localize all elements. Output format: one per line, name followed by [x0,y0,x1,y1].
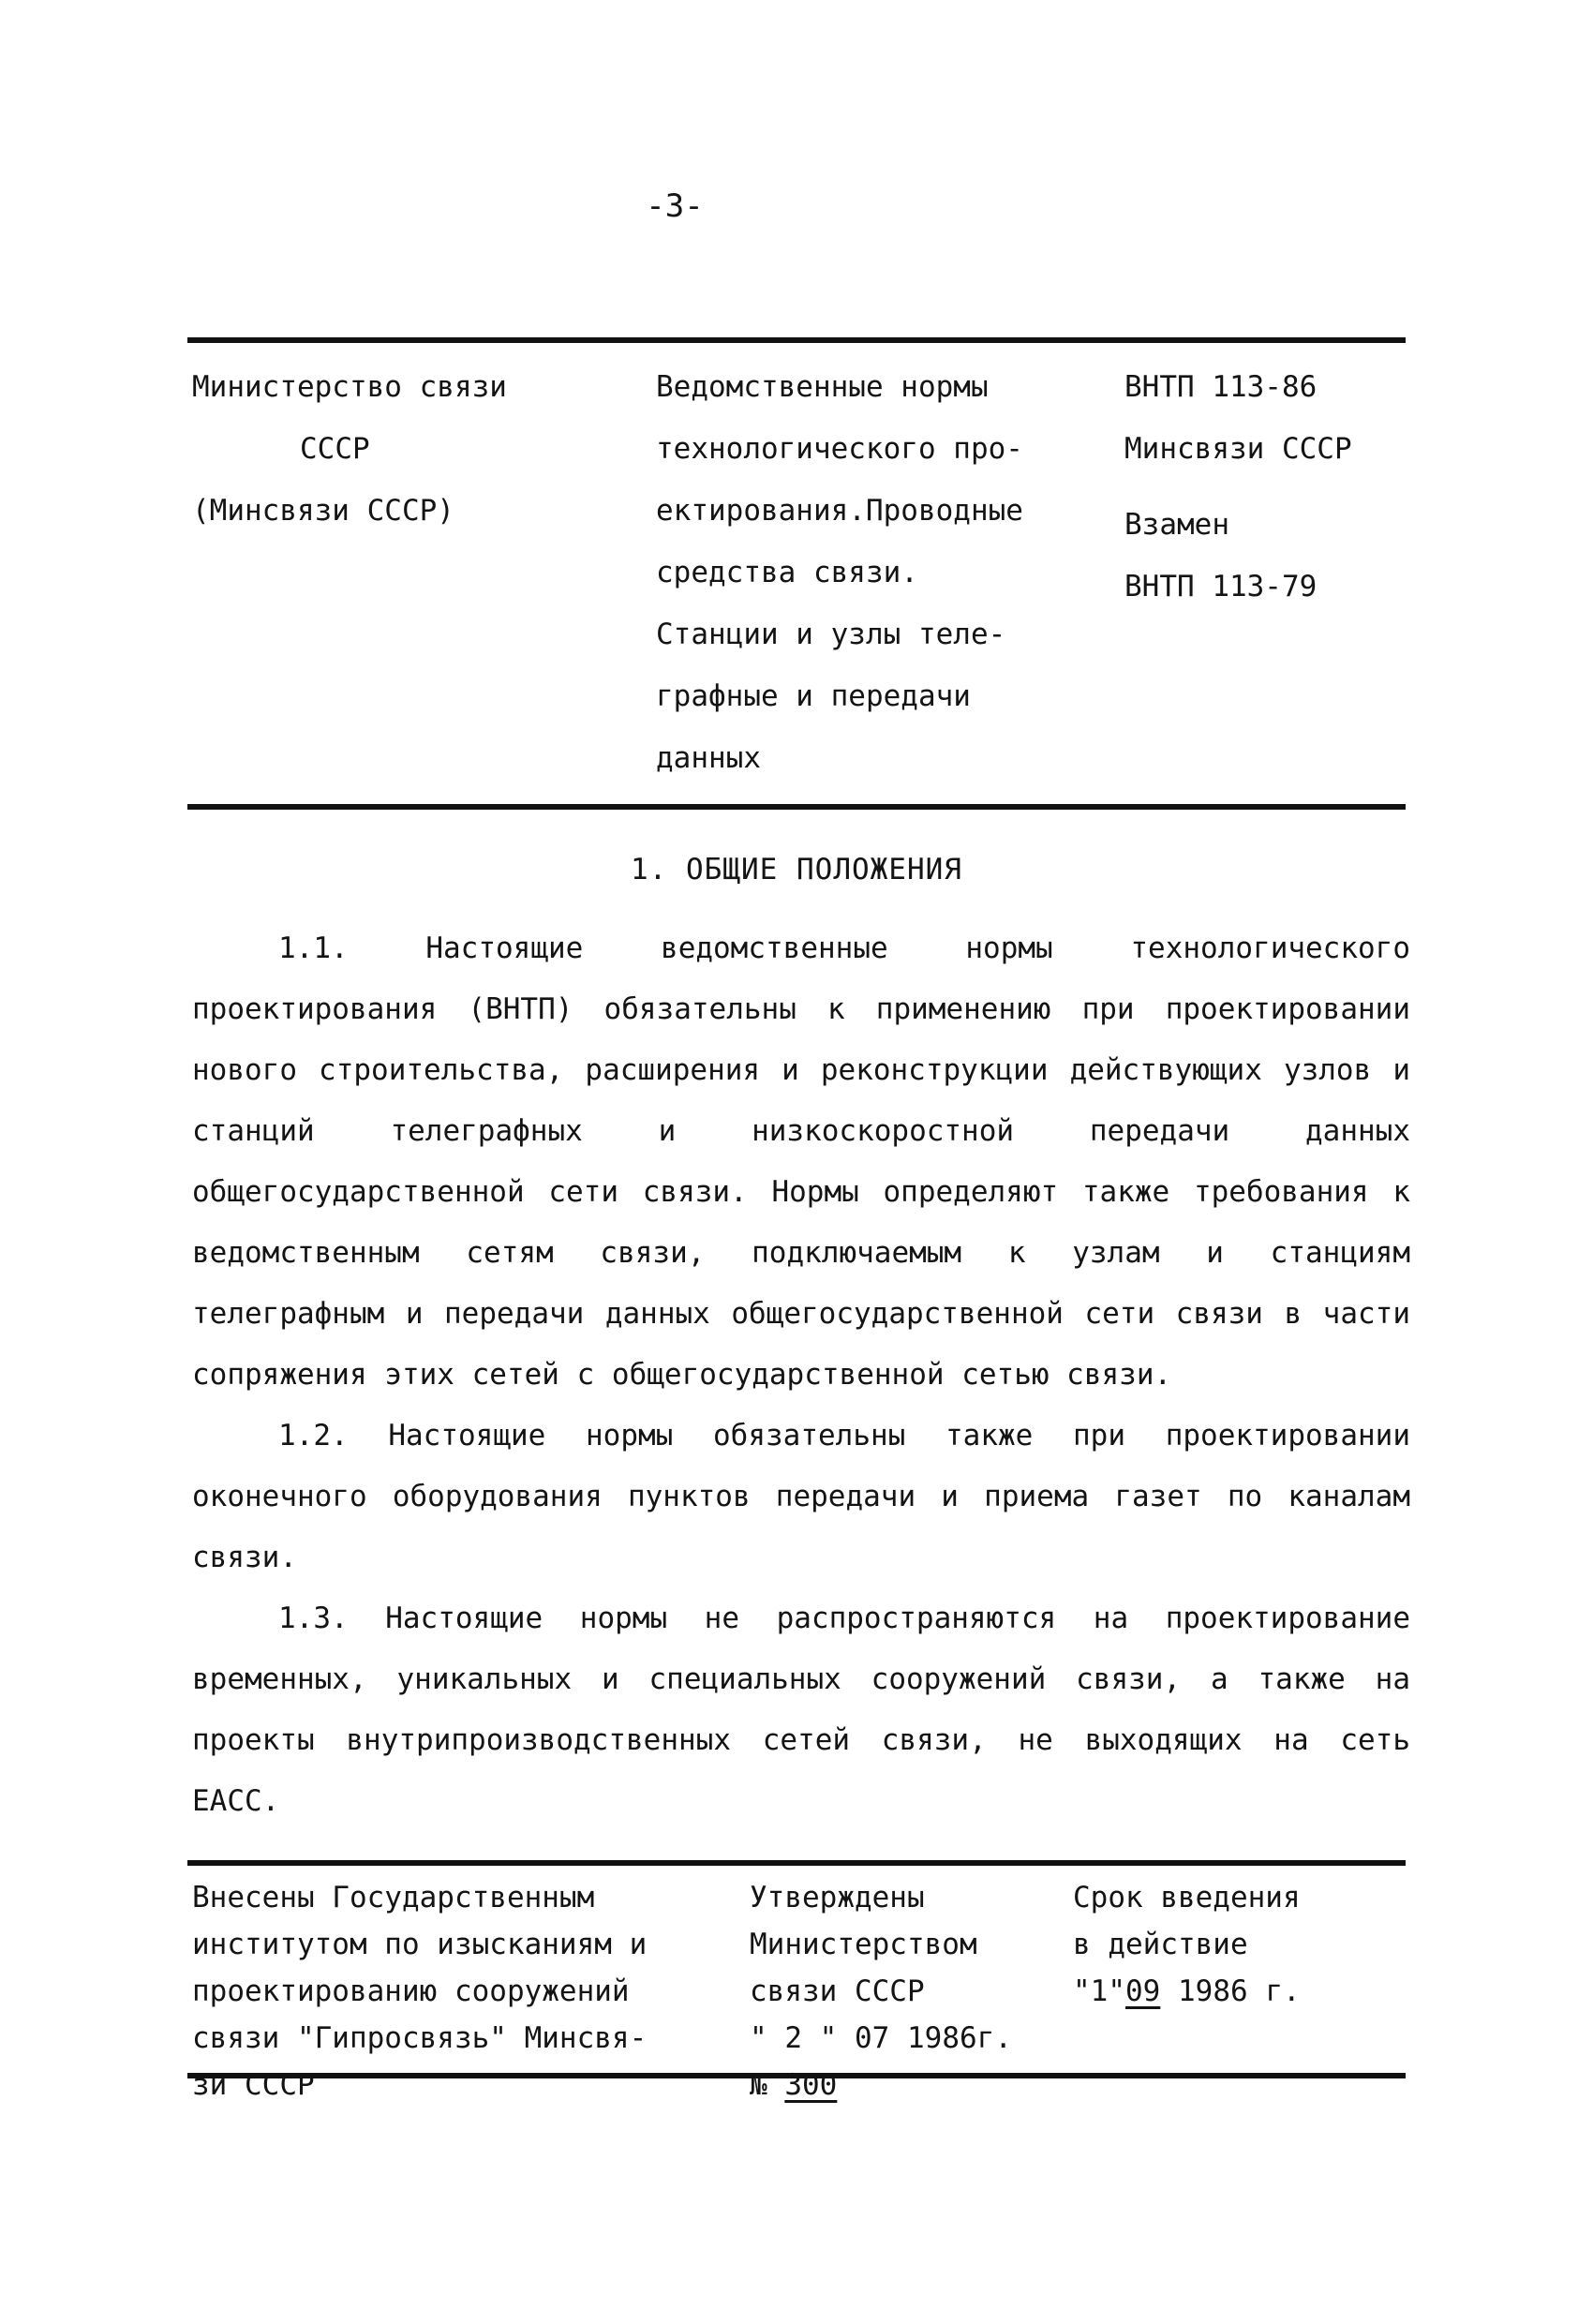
footer-bottom-rule [187,2073,1406,2078]
header-ministry [192,356,633,542]
title-line: средства связи. [656,556,918,589]
effective-day: "1" [1073,1974,1125,2008]
approved-line: Утверждены [750,1881,925,1914]
submitted-line: зи СССР [192,2068,315,2102]
section-title: 1. ОБЩИЕ ПОЛОЖЕНИЯ [631,853,962,886]
effective-year: 1986 г. [1178,1974,1301,2008]
submitted-line: проектированию сооружений [192,1974,630,2008]
approved-date-year: 1986г. [907,2021,1012,2055]
ministry-line-1: Министерство связи [192,370,507,404]
title-line: Станции и узлы теле- [656,618,1006,651]
page-number: -3- [646,187,704,225]
approved-number-label: № [750,2068,767,2102]
submitted-line: связи "Гипросвязь" Минсвя- [192,2021,648,2055]
approved-line: Министерством [750,1928,977,1961]
submitted-line: Внесены Государственным [192,1881,595,1914]
ministry-line-3: (Минсвязи СССР) [192,494,454,528]
title-line: графные и передачи [656,679,971,713]
effective-month: 09 [1125,1974,1161,2008]
header-document-code [1124,356,1406,618]
approved-date-month: 07 [855,2021,890,2055]
paragraph: 1.3. Настоящие нормы не распространяются на проектирование временных, уникальных и специальных сооружений связи, а также на проекты внутрипроизводственных сетей связи, не выходящих на сеть ЕАСС. [192,1601,1410,1818]
header-top-rule [187,337,1406,343]
approved-date-day: " 2 " [750,2021,838,2055]
effective-line: Срок введения [1073,1881,1301,1914]
paragraph: 1.1. Настоящие ведомственные нормы технологического проектирования (ВНТП) обязательны к применению при проектировании нового строительства, расширения и реконструкции действующих узлов и станций телеграфных и низкоскоростной передачи данных общегосударственной сети связи. Нормы определяют также требования к ведомственным сетям связи, подключаемым к узлам и станциям телеграфным и передачи данных общегосударственной сети связи в части сопряжения этих сетей с общегосударственной сетью связи. [192,931,1410,1392]
title-line: технологического про- [656,432,1023,466]
ministry-line-2: СССР [300,432,370,466]
effective-line: в действие [1073,1928,1248,1961]
replaces-label: Взамен [1124,508,1229,542]
footer-top-rule [187,1860,1406,1866]
document-ministry: Минсвязи СССР [1124,432,1352,466]
submitted-line: институтом по изысканиям и [192,1928,648,1961]
replaces-code: ВНТП 113-79 [1124,570,1318,603]
title-line: данных [656,741,761,775]
paragraph: 1.2. Настоящие нормы обязательны также при проектировании оконечного оборудования пунктов передачи и приема газет по каналам связи. [192,1419,1410,1574]
approved-number: 300 [784,2068,838,2102]
approved-line: связи СССР [750,1974,925,2008]
header-document-title [656,356,1106,789]
footer-effective [1073,1874,1410,2015]
document-body [192,918,1410,1832]
title-line: Ведомственные нормы [656,370,989,404]
header-bottom-rule [187,804,1406,810]
title-line: ектирования.Проводные [656,494,1023,528]
document-code: ВНТП 113-86 [1124,370,1318,404]
